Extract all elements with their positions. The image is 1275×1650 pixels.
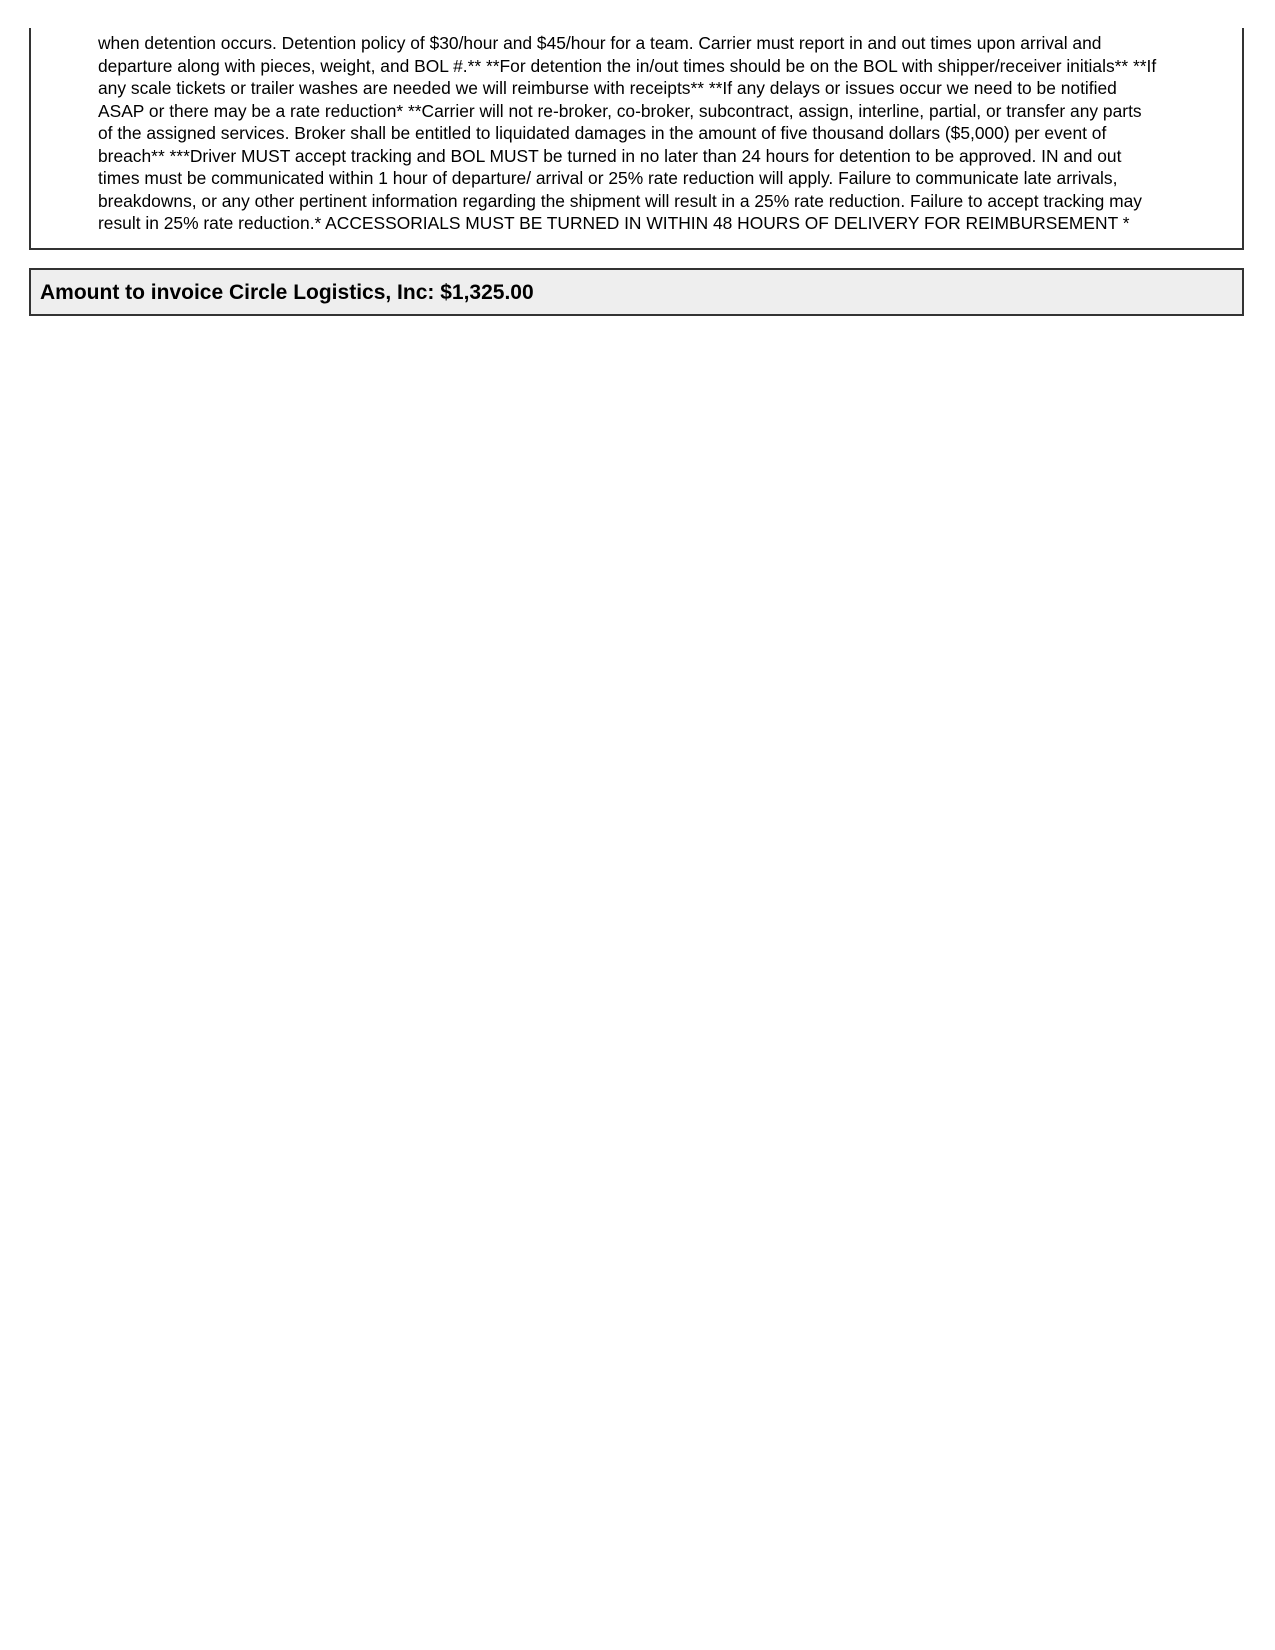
terms-line: departure along with pieces, weight, and BOL #.** **For detention the in/out times should be on the BOL with shipper/receiver initials** **If [98, 55, 1157, 76]
terms-line: any scale tickets or trailer washes are needed we will reimburse with receipts** **If any delays or issues occur we need to be notified [98, 78, 1117, 98]
terms-line: when detention occurs. Detention policy of $30/hour and $45/hour for a team. Carrier must report in and out times upon arrival and [98, 33, 1102, 53]
terms-text [98, 32, 1238, 235]
terms-conditions-box [29, 28, 1244, 250]
invoice-amount-box [29, 268, 1244, 316]
invoice-amount: Amount to invoice Circle Logistics, Inc: $1,325.00 [40, 281, 534, 304]
terms-line: ASAP or there may be a rate reduction* **Carrier will not re-broker, co-broker, subcontract, assign, interline, partial, or transfer any parts [98, 100, 1142, 121]
terms-line: of the assigned services. Broker shall be entitled to liquidated damages in the amount of five thousand dollars ($5,000) per event of [98, 123, 1107, 143]
terms-line: breakdowns, or any other pertinent information regarding the shipment will result in a 25% rate reduction. Failure to accept tracking may [98, 190, 1142, 211]
terms-line: result in 25% rate reduction.* ACCESSORIALS MUST BE TURNED IN WITHIN 48 HOURS OF DELIVERY FOR REIMBURSEMENT * [98, 213, 1130, 233]
terms-line: breach** ***Driver MUST accept tracking and BOL MUST be turned in no later than 24 hours for detention to be approved. IN and out [98, 145, 1122, 166]
terms-line: times must be communicated within 1 hour of departure/ arrival or 25% rate reduction will apply. Failure to communicate late arrivals, [98, 168, 1118, 188]
